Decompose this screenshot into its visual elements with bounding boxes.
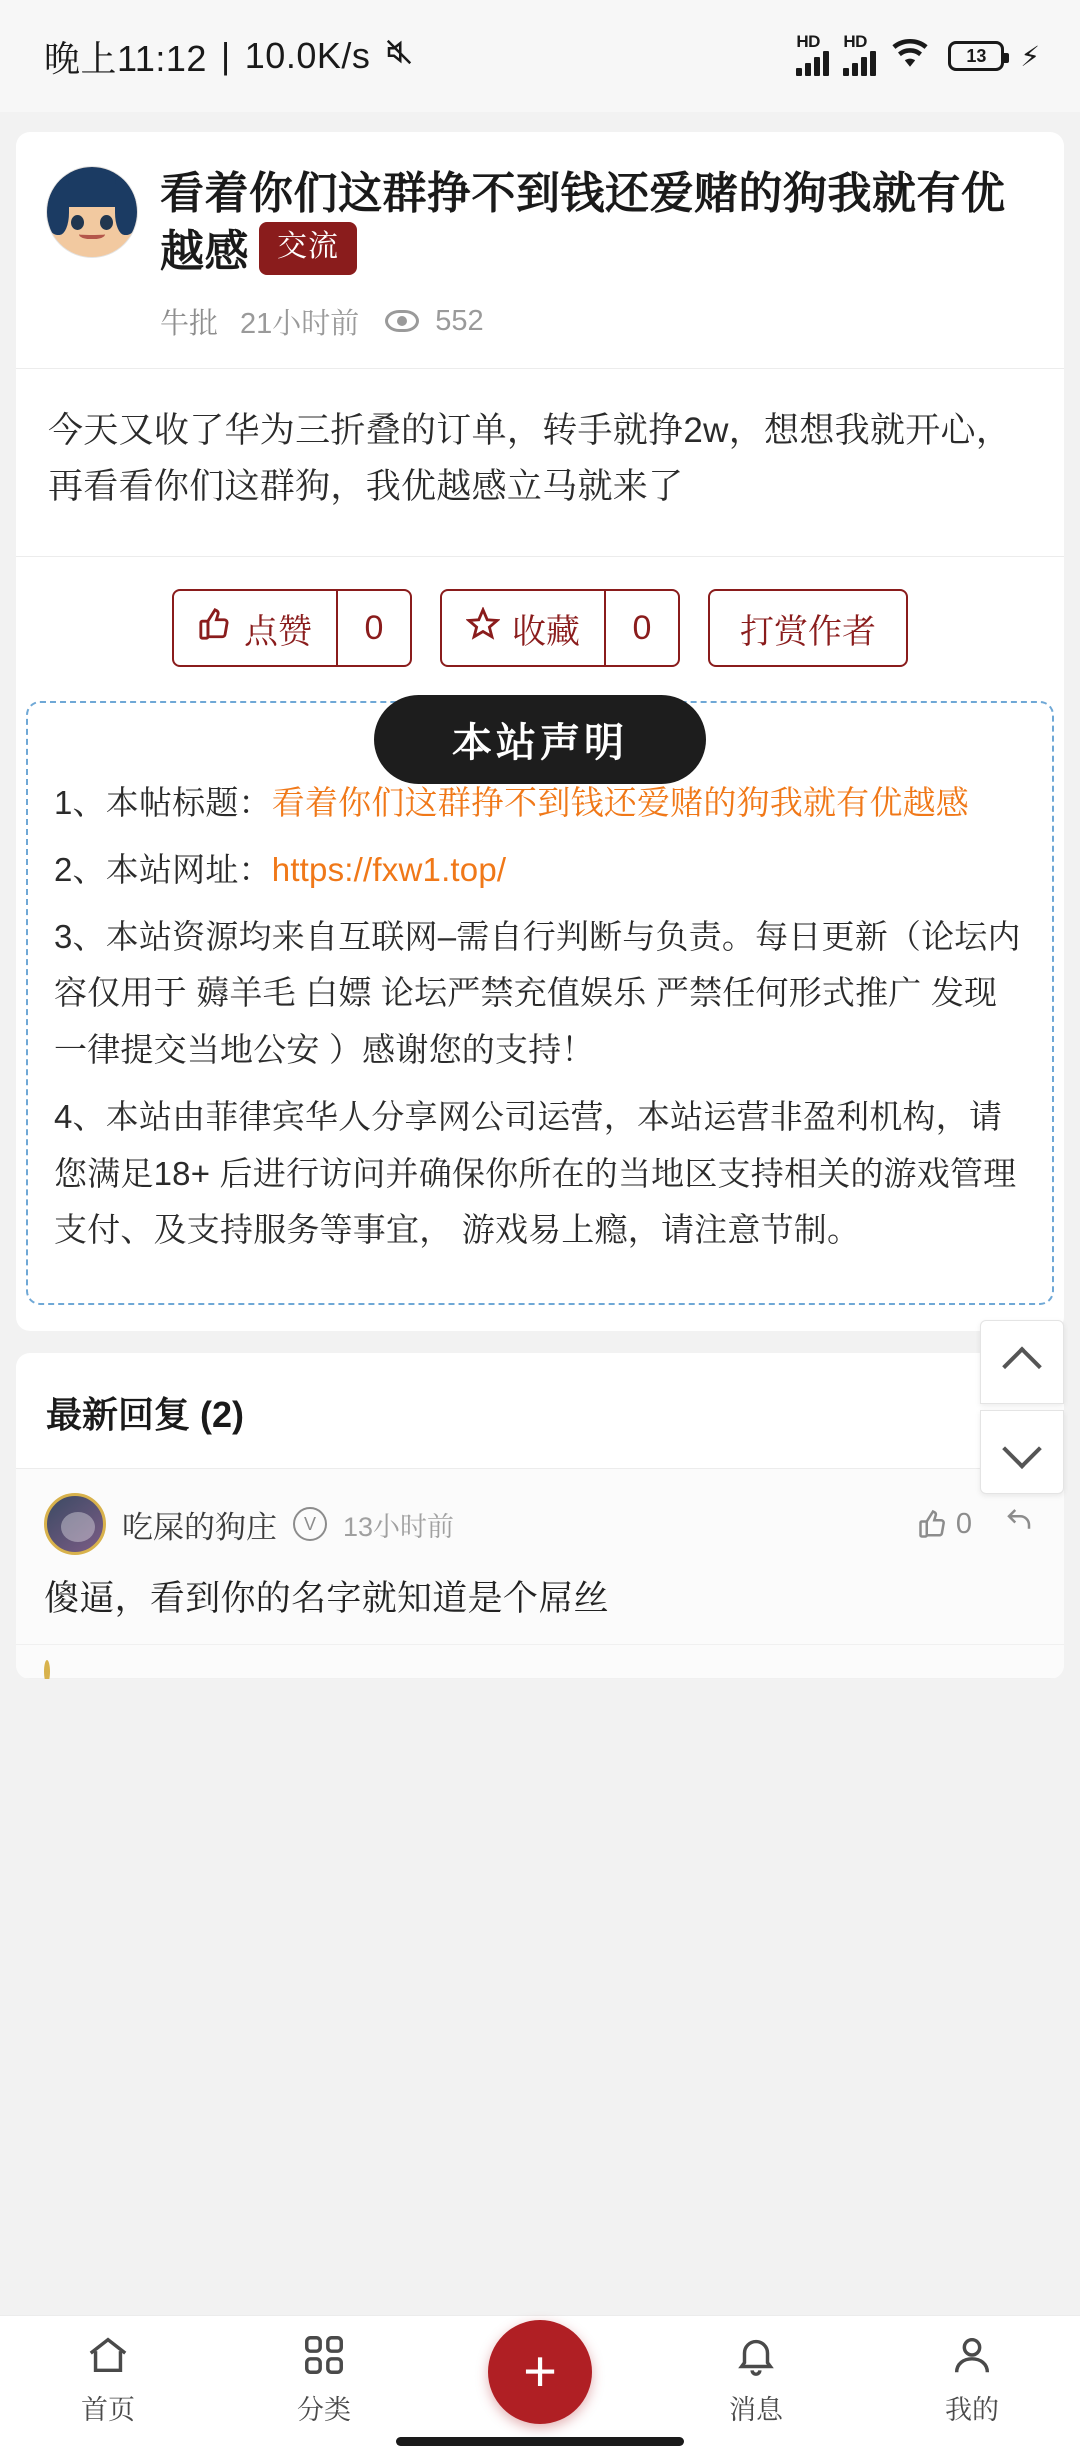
like-button-label <box>174 591 336 665</box>
mute-icon <box>384 36 414 76</box>
tab-create[interactable] <box>432 2332 648 2424</box>
status-bar-right <box>796 32 1040 76</box>
list-item[interactable] <box>16 1469 1064 1645</box>
statement-line-1-highlight: 看着你们这群挣不到钱还爱赌的狗我就有优越感 <box>271 784 969 821</box>
status-time: 晚上11:12 <box>44 37 207 79</box>
reply-like-count: 0 <box>955 1507 972 1540</box>
page-content <box>0 112 1080 2315</box>
reply-text: 傻逼，看到你的名字就知道是个屌丝 <box>44 1579 609 1618</box>
page-title <box>160 166 1034 281</box>
post-meta <box>160 301 1034 342</box>
like-count: 0 <box>336 591 410 665</box>
eye-icon <box>385 310 419 332</box>
wifi-icon <box>890 38 930 75</box>
site-url-link[interactable]: https://fxw1.top/ <box>271 850 507 888</box>
status-badge: 交流 <box>259 222 357 274</box>
tab-category-label: 分类 <box>297 2395 351 2425</box>
star-icon <box>466 607 500 650</box>
post-actions <box>16 557 1064 701</box>
avatar[interactable] <box>46 166 138 258</box>
plus-icon[interactable]: + <box>488 2320 592 2424</box>
status-network-speed: 10.0K/s <box>244 35 371 76</box>
grid-icon <box>301 2332 347 2378</box>
favorite-button-label <box>442 591 604 665</box>
chevron-up-icon <box>1002 1346 1042 1386</box>
list-item[interactable] <box>16 1645 1064 1679</box>
post-time: 21小时前 <box>240 307 360 340</box>
reply-author: 吃屎的狗庄 <box>122 1509 277 1545</box>
tab-messages[interactable] <box>648 2332 864 2427</box>
reply-actions <box>918 1505 1036 1543</box>
reply-reply-button[interactable] <box>1002 1505 1036 1543</box>
status-bar <box>0 0 1080 112</box>
like-text: 点赞 <box>244 612 312 651</box>
statement-line-2-prefix: 2、本站网址： <box>54 850 272 888</box>
chevron-down-icon <box>1002 1429 1042 1469</box>
statement-line-4: 4、本站由菲律宾华人分享网公司运营，本站运营非盈利机构，请您满足18+ 后进行访问并确保你所在的当地区支持相关的游戏管理 支付、及支持服务等事宜， 游戏易上瘾，请注意节制。 <box>54 1097 1017 1249</box>
post-header <box>16 132 1064 369</box>
post-body: 今天又收了华为三折叠的订单，转手就挣2w，想想我就开心，再看看你们这群狗，我优越感立马就来了 <box>16 369 1064 557</box>
replies-section <box>16 1353 1064 1679</box>
bolt-icon: ⚡ <box>1020 40 1040 72</box>
post-title-text: 看着你们这群挣不到钱还爱赌的狗我就有优越感 <box>160 169 1006 277</box>
post-author: 牛批 <box>160 307 219 340</box>
reward-author-button[interactable] <box>708 589 908 667</box>
status-bar-left <box>44 31 414 82</box>
reward-text: 打赏作者 <box>740 612 876 651</box>
scroll-to-top-button[interactable] <box>980 1320 1064 1404</box>
tab-home-label: 首页 <box>81 2395 135 2425</box>
site-statement-box <box>26 701 1054 1305</box>
thumbs-up-icon <box>198 607 232 650</box>
home-indicator <box>396 2437 684 2446</box>
favorite-button[interactable] <box>440 589 680 667</box>
site-statement-title: 本站声明 <box>374 695 706 784</box>
reply-header <box>44 1493 1036 1555</box>
person-icon <box>949 2332 995 2378</box>
home-icon <box>85 2332 131 2378</box>
site-statement <box>16 701 1064 1331</box>
signal-icon-sim2: HD <box>843 36 876 76</box>
scroll-buttons <box>980 1320 1064 1494</box>
statement-line-1-prefix: 1、本帖标题： <box>54 784 272 821</box>
reply-like-button[interactable] <box>918 1508 972 1541</box>
commenter-avatar[interactable] <box>44 1660 50 1679</box>
battery-icon: 13 <box>948 41 1004 71</box>
favorite-count: 0 <box>604 591 678 665</box>
commenter-avatar[interactable] <box>44 1493 106 1555</box>
bell-icon <box>733 2332 779 2378</box>
like-button[interactable] <box>172 589 412 667</box>
post-views: 552 <box>435 304 484 337</box>
scroll-to-bottom-button[interactable] <box>980 1410 1064 1494</box>
verified-badge-icon: V <box>293 1507 327 1541</box>
statement-line-2 <box>54 842 1026 899</box>
tab-home[interactable] <box>0 2332 216 2427</box>
post-header-text <box>160 166 1034 342</box>
tab-messages-label: 消息 <box>729 2395 783 2425</box>
signal-icon-sim1: HD <box>796 36 829 76</box>
reply-time: 13小时前 <box>343 1511 455 1542</box>
status-separator: | <box>220 35 231 76</box>
replies-header: 最新回复 (2) <box>16 1353 1064 1469</box>
tab-profile[interactable] <box>864 2332 1080 2427</box>
favorite-text: 收藏 <box>512 612 580 651</box>
statement-line-3: 3、本站资源均来自互联网–需自行判断与负责。每日更新（论坛内容仅用于 薅羊毛 白嫖 论坛严禁充值娱乐 严禁任何形式推广 发现一律提交当地公安 ）感谢您的支持！ <box>54 917 1021 1068</box>
post-card <box>16 132 1064 1331</box>
tab-category[interactable] <box>216 2332 432 2427</box>
tab-profile-label: 我的 <box>945 2395 999 2425</box>
